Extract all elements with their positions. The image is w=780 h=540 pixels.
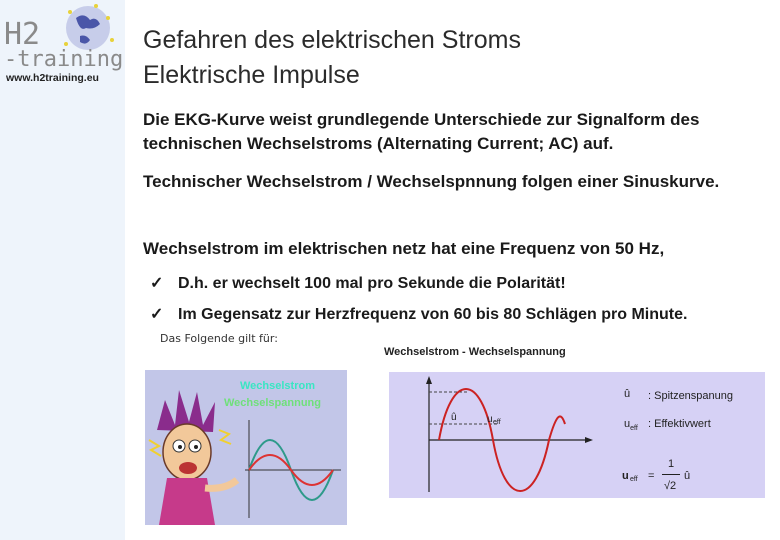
axis-ueff-sub: eff [493,419,501,426]
cartoon-character-icon [145,370,347,525]
legend-ueff-symbol: $u_{eff}$ [624,418,638,433]
legend-ueff-text: : Effektivwert [648,418,711,430]
logo-training-text: -training [4,47,124,72]
axis-u-label: û [451,412,457,423]
rms-formula: u eff = 1 √2 û [622,458,691,492]
logo-globe-icon [0,0,125,80]
check-icon: ✓ [150,306,164,323]
logo-h2-text: H2 [4,17,41,52]
cartoon-label-voltage: Wechselspannung [224,397,321,409]
page-subtitle: Elektrische Impulse [143,61,360,89]
check-icon: ✓ [150,275,164,292]
legend-u-symbol: û [624,388,631,400]
paragraph-frequency: Wechselstrom im elektrischen netz hat eine Frequenz von 50 Hz, [143,239,665,258]
cartoon-label-current: Wechselstrom [240,380,315,392]
cartoon-illustration [145,370,347,525]
paragraph-ekg: Die EKG-Kurve weist grundlegende Unterschiede zur Signalform des technischen Wechselstroms (Alternating Current; AC) auf. [143,110,700,153]
logo-url[interactable]: www.h2training.eu [6,72,99,84]
h2-training-logo [0,0,125,80]
bullet-polarity: ✓ D.h. er wechselt 100 mal pro Sekunde die Polarität! [150,275,566,292]
small-note: Das Folgende gilt für: [160,332,278,345]
legend-u-text: : Spitzenspanung [648,390,734,402]
paragraph-sinus: Technischer Wechselstrom / Wechselspnnung folgen einer Sinuskurve. [143,172,720,191]
axis-ueff-label: u [487,414,493,425]
bullet-heart-rate: ✓ Im Gegensatz zur Herzfrequenz von 60 bis 80 Schlägen pro Minute. [150,306,688,323]
page-title: Gefahren des elektrischen Stroms [143,26,521,54]
diagram-title: Wechselstrom - Wechselspannung [384,346,566,358]
